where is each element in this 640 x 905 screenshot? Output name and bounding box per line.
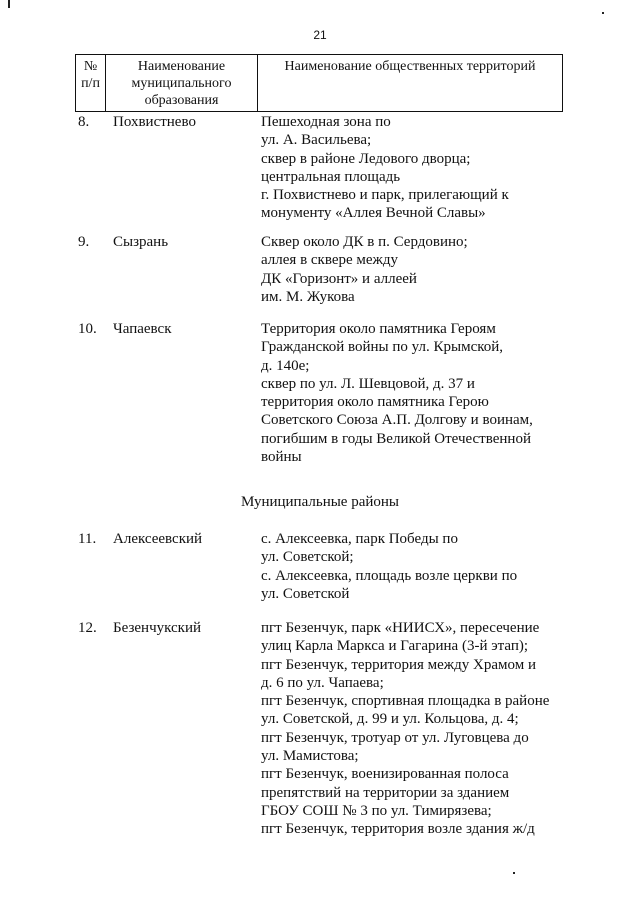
territory-line: войны — [261, 449, 302, 466]
header-municipality-line: образования — [144, 93, 219, 108]
territory-line: препятствий на территории за зданием — [261, 784, 510, 801]
territory-line: погибшим в годы Великой Отечественной — [261, 430, 531, 447]
territory-line: ул. А. Васильева; — [261, 132, 372, 149]
municipality-name: Сызрань — [113, 234, 169, 250]
row-number: 8. — [78, 114, 90, 130]
territory-line: центральная площадь — [261, 168, 401, 185]
territory-line: ул. Советской — [261, 585, 350, 602]
territory-line: Советского Союза А.П. Долгову и воинам, — [261, 412, 533, 429]
territory-list — [261, 233, 561, 306]
territory-line: улиц Карла Маркса и Гагарина (3-й этап); — [261, 638, 529, 655]
territory-line: пгт Безенчук, парк «НИИСХ», пересечение — [261, 620, 540, 636]
table-header — [75, 54, 563, 112]
section-title: Муниципальные районы — [240, 494, 400, 510]
territory-line: пгт Безенчук, спортивная площадка в районе — [261, 693, 550, 710]
municipality-name: Чапаевск — [113, 321, 172, 337]
territory-line: с. Алексеевка, парк Победы по — [261, 531, 458, 547]
territory-line: пгт Безенчук, территория возле здания ж/д — [261, 821, 535, 838]
territory-line: ул. Советской, д. 99 и ул. Кольцова, д. 4; — [261, 711, 519, 728]
header-municipality-line: Наименование — [137, 59, 226, 74]
scan-mark-top-left — [8, 0, 10, 8]
header-num-cell — [76, 55, 106, 111]
territory-line: пгт Безенчук, территория между Храмом и — [261, 656, 537, 673]
territory-line: монументу «Аллея Вечной Славы» — [261, 205, 486, 222]
header-territories-label: Наименование общественных территорий — [284, 59, 536, 74]
row-number: 10. — [78, 321, 97, 337]
header-num-line: № — [83, 59, 98, 74]
territory-line: Пешеходная зона по — [261, 114, 391, 130]
header-territories-cell — [258, 55, 562, 111]
scan-mark-top-right — [602, 12, 604, 14]
row-number: 9. — [78, 234, 90, 250]
row-number: 12. — [78, 620, 97, 636]
territory-line: пгт Безенчук, военизированная полоса — [261, 766, 509, 783]
territory-line: сквер по ул. Л. Шевцовой, д. 37 и — [261, 375, 475, 392]
territory-line: аллея в сквере между — [261, 252, 399, 269]
territory-line: ул. Советской; — [261, 549, 354, 566]
territory-line: д. 140е; — [261, 357, 310, 374]
territory-line: ДК «Горизонт» и аллеей — [261, 270, 417, 287]
scan-mark-bottom-right — [513, 872, 515, 874]
territory-line: Сквер около ДК в п. Сердовино; — [261, 234, 468, 250]
municipality-name: Безенчукский — [113, 620, 202, 636]
territory-line: Территория около памятника Героям — [261, 321, 496, 337]
territory-list — [261, 320, 561, 466]
territory-line: пгт Безенчук, тротуар от ул. Луговцева до — [261, 729, 529, 746]
territory-line: территория около памятника Герою — [261, 394, 489, 411]
header-municipality-line: муниципального — [131, 76, 232, 91]
municipality-name: Похвистнево — [113, 114, 196, 130]
territory-list — [261, 619, 561, 839]
territory-list — [261, 530, 561, 603]
territory-line: Гражданской войны по ул. Крымской, — [261, 339, 504, 356]
territory-line: им. М. Жукова — [261, 288, 355, 305]
page-number: 21 — [313, 28, 327, 42]
territory-line: г. Похвистнево и парк, прилегающий к — [261, 187, 509, 204]
territory-line: ул. Мамистова; — [261, 748, 359, 765]
territory-line: ГБОУ СОШ № 3 по ул. Тимирязева; — [261, 802, 492, 819]
territory-list — [261, 113, 561, 223]
territory-line: с. Алексеевка, площадь возле церкви по — [261, 567, 518, 584]
row-number: 11. — [78, 531, 97, 547]
header-num-line: п/п — [81, 76, 100, 91]
municipality-name: Алексеевский — [113, 531, 203, 547]
territory-line: сквер в районе Ледового дворца; — [261, 150, 471, 167]
territory-line: д. 6 по ул. Чапаева; — [261, 674, 384, 691]
header-municipality-cell — [106, 55, 258, 111]
